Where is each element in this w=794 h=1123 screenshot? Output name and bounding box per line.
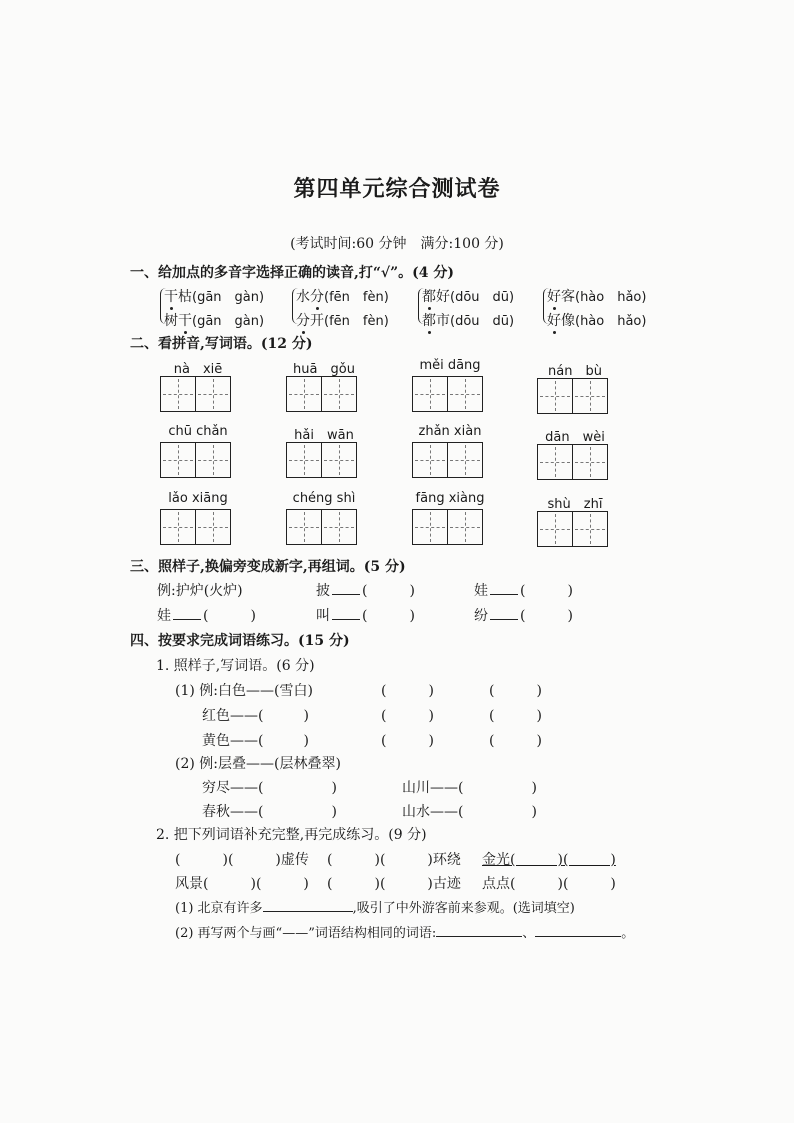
writing-grid[interactable] — [160, 509, 231, 545]
section-1-heading: 一、给加点的多音字选择正确的读音,打“√”。(4 分) — [130, 265, 455, 281]
radical-item[interactable]: 娃 ( ) — [474, 583, 573, 599]
example-white: (1) 例:白色——(雪白) — [175, 683, 313, 699]
dotted-char: 干 — [178, 310, 192, 330]
answer-paren[interactable]: ( ) — [381, 733, 434, 749]
pinyin-choice[interactable]: (dōu dū) — [450, 290, 515, 305]
item-exhaust[interactable]: 穷尽——( ) — [202, 780, 337, 796]
question-2-title: 2. 把下列词语补充完整,再完成练习。(9 分) — [156, 827, 427, 843]
writing-grid[interactable] — [537, 444, 608, 480]
idiom-4[interactable]: 风景( )( ) — [175, 876, 309, 892]
pinyin-choice[interactable]: (fēn fèn) — [324, 290, 389, 305]
pinyin-label: fāng xiàng — [415, 491, 485, 506]
item-landscape[interactable]: 山水——( ) — [402, 804, 537, 820]
dotted-char: 好 — [547, 286, 561, 306]
section-4-heading: 四、按要求完成词语练习。(15 分) — [130, 633, 350, 649]
pinyin-label: měi dāng — [419, 358, 481, 373]
pinyin-label: nà xiē — [173, 362, 223, 377]
idiom-5[interactable]: ( )( )古迹 — [327, 876, 461, 892]
writing-grid[interactable] — [537, 511, 608, 547]
pinyin-label: lǎo xiāng — [168, 491, 228, 506]
writing-grid[interactable] — [160, 376, 231, 412]
pinyin-label: hǎi wān — [294, 428, 354, 443]
radical-item[interactable]: 纷 ( ) — [474, 608, 573, 624]
pinyin-label: zhǎn xiàn — [418, 424, 482, 439]
pinyin-choice[interactable]: (dōu dū) — [450, 314, 515, 329]
answer-paren[interactable]: ( ) — [381, 683, 434, 699]
dotted-char: 好 — [547, 310, 561, 330]
section-2-heading: 二、看拼音,写词语。(12 分) — [130, 336, 313, 352]
item-spring-autumn[interactable]: 春秋——( ) — [202, 804, 337, 820]
question-1-title: 1. 照样子,写词语。(6 分) — [156, 658, 315, 674]
writing-grid[interactable] — [160, 442, 231, 478]
radical-item[interactable]: 娃 ( ) — [157, 608, 256, 624]
writing-grid[interactable] — [537, 378, 608, 414]
radical-item[interactable]: 披 ( ) — [316, 583, 415, 599]
item-mountain-river[interactable]: 山川——( ) — [402, 780, 537, 796]
section-3-heading: 三、照样子,换偏旁变成新字,再组词。(5 分) — [130, 559, 406, 575]
pinyin-choice[interactable]: (gān gàn) — [192, 314, 265, 329]
pinyin-label: chéng shì — [292, 491, 356, 506]
idiom-3-underlined[interactable]: 金光( )( ) — [482, 852, 616, 868]
pinyin-label: huā gǒu — [293, 362, 355, 377]
pinyin-choice[interactable]: (hào hǎo) — [575, 314, 647, 329]
item-yellow[interactable]: 黄色——( ) — [202, 733, 309, 749]
answer-paren[interactable]: ( ) — [489, 733, 542, 749]
answer-paren[interactable]: ( ) — [489, 683, 542, 699]
pinyin-label: chū chǎn — [168, 424, 228, 439]
writing-grid[interactable] — [412, 509, 483, 545]
page-title: 第四单元综合测试卷 — [293, 176, 501, 202]
writing-grid[interactable] — [286, 442, 357, 478]
radical-example: 例:护炉(火炉) — [157, 583, 243, 599]
writing-grid[interactable] — [286, 509, 357, 545]
pinyin-label: nán bù — [548, 364, 602, 379]
writing-grid[interactable] — [286, 376, 357, 412]
item-red[interactable]: 红色——( ) — [202, 708, 309, 724]
idiom-6[interactable]: 点点( )( ) — [482, 876, 616, 892]
example-layered: (2) 例:层叠——(层林叠翠) — [175, 756, 341, 772]
dotted-char: 都 — [422, 286, 436, 306]
fill-in-sentence[interactable]: (1) 北京有许多 ,吸引了中外游客前来参观。(选词填空) — [175, 901, 575, 916]
writing-grid[interactable] — [412, 442, 483, 478]
radical-item[interactable]: 叫 ( ) — [316, 608, 415, 624]
pinyin-choice[interactable]: (hào hǎo) — [575, 290, 647, 305]
writing-grid[interactable] — [412, 376, 483, 412]
pinyin-label: shù zhī — [547, 497, 603, 512]
pinyin-label: dān wèi — [545, 430, 605, 445]
dotted-char: 干 — [164, 286, 178, 306]
dotted-char: 分 — [310, 286, 324, 306]
answer-paren[interactable]: ( ) — [489, 708, 542, 724]
structure-question[interactable]: (2) 再写两个与画“——”词语结构相同的词语: 、 。 — [175, 926, 635, 941]
idiom-1[interactable]: ( )( )虚传 — [175, 852, 309, 868]
dotted-char: 都 — [422, 310, 436, 330]
pinyin-choice[interactable]: (gān gàn) — [192, 290, 265, 305]
idiom-2[interactable]: ( )( )环绕 — [327, 852, 461, 868]
pinyin-choice[interactable]: (fēn fèn) — [324, 314, 389, 329]
dotted-char: 分 — [296, 310, 310, 330]
exam-info: (考试时间:60 分钟 满分:100 分) — [290, 236, 504, 252]
answer-paren[interactable]: ( ) — [381, 708, 434, 724]
